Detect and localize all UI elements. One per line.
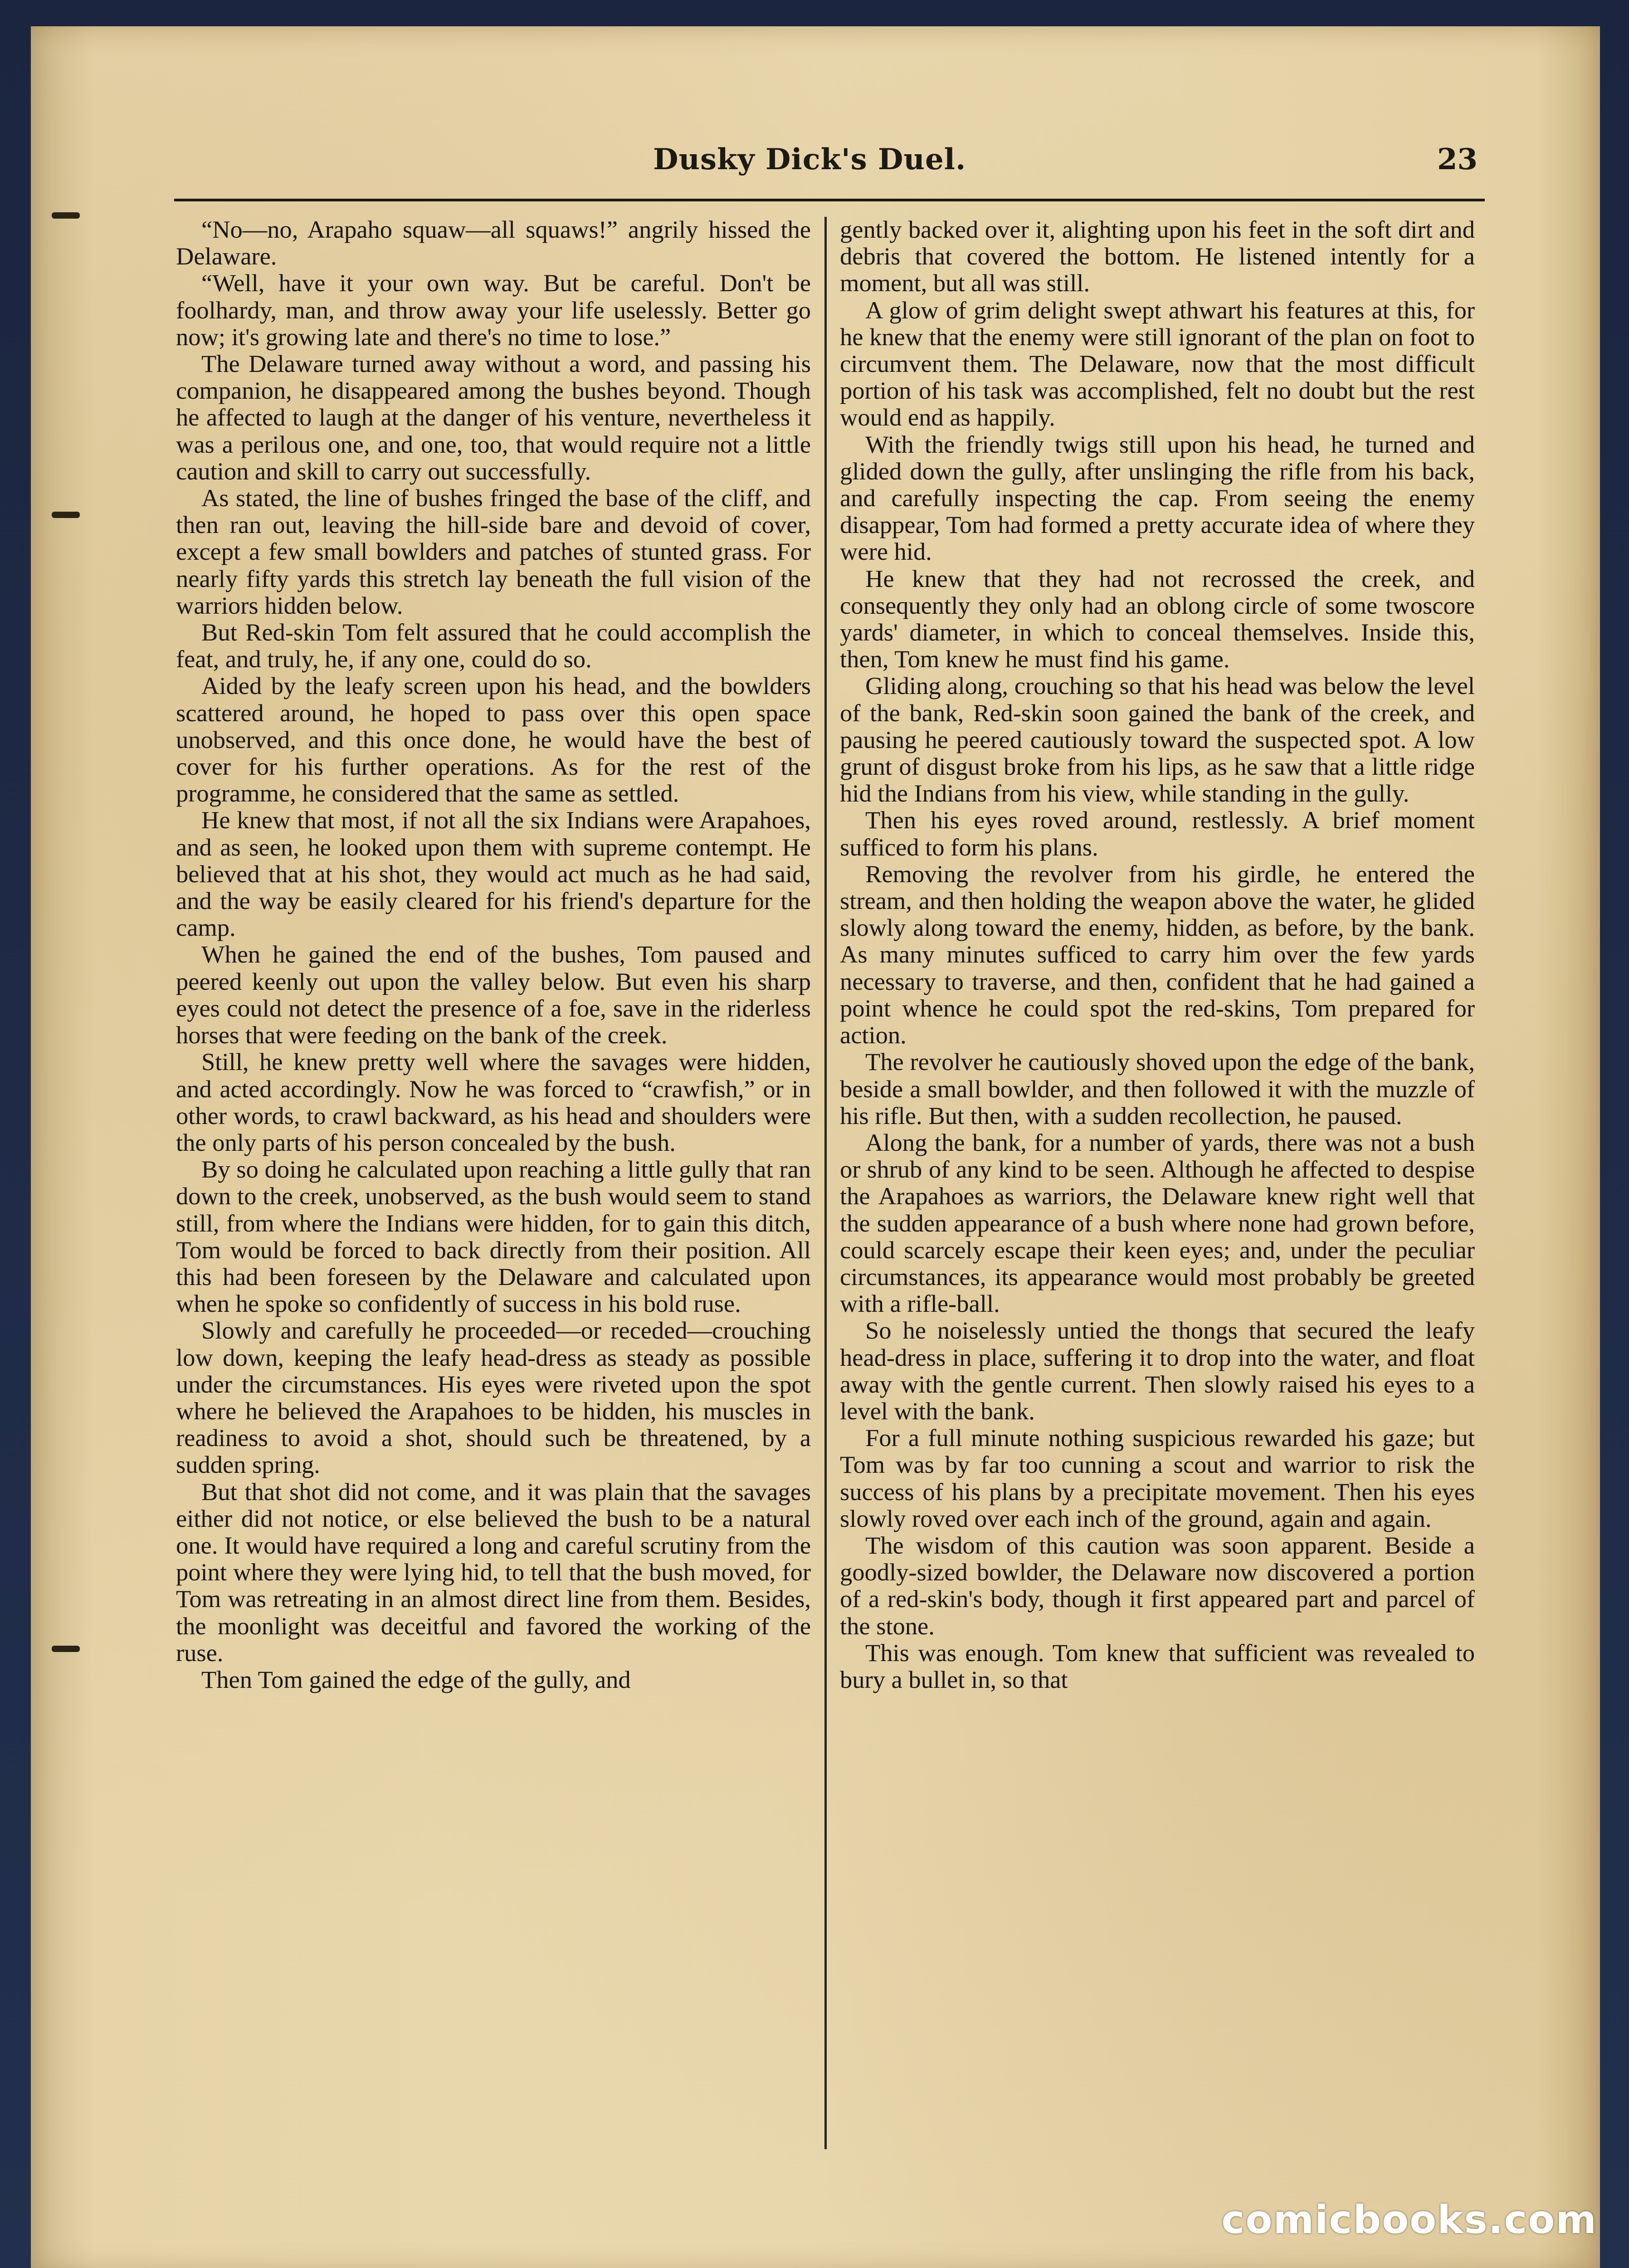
paragraph: This was enough. Tom knew that sufficient was revealed to bury a bullet in, so that [840,1638,1475,1693]
paragraph: Gliding along, crouching so that his head was below the level of the bank, Red-skin soon gained the bank of the creek, and pausing he peered cautiously toward the suspected spot. A low grunt of disgust broke from his lips, as he saw that a little ridge hid the Indians from his view, while standing in the gully. [840,672,1475,807]
paragraph: With the friendly twigs still upon his head, he turned and glided down the gully, after unslinging the rifle from his back, and carefully inspecting the cap. From seeing the enemy disappear, Tom had formed a pretty accurate idea of where they were hid. [840,430,1475,566]
paragraph: “No—no, Arapaho squaw—all squaws!” angrily hissed the Delaware. [176,215,811,270]
paragraph: He knew that most, if not all the six Indians were Arapahoes, and as seen, he looked upon them with supreme contempt. He believed that at his shot, they would act much as he had said, and the way be easily cleared for his friend's departure for the camp. [176,806,811,942]
paragraph: Then his eyes roved around, restlessly. A brief moment sufficed to form his plans. [840,806,1475,861]
binding-hole [52,1646,80,1652]
site-watermark: comicbooks.com [1221,2197,1597,2243]
paragraph: A glow of grim delight swept athwart his features at this, for he knew that the enemy were still ignorant of the plan on foot to circumvent them. The Delaware, now that the most difficult portion of his task was accomplished, felt no doubt but the rest would end as happily. [840,296,1475,431]
paragraph: But Red-skin Tom felt assured that he could accomplish the feat, and truly, he, if any one, could do so. [176,618,811,673]
paragraph: Still, he knew pretty well where the savages were hidden, and acted accordingly. Now he was forced to “crawfish,” or in other words, to crawl backward, as his head and shoulders were the only parts of his person concealed by the bush. [176,1048,811,1156]
paragraph: Removing the revolver from his girdle, he entered the stream, and then holding the weapon above the water, he glided slowly along toward the enemy, hidden, as before, by the bank. As many minutes sufficed to carry him over the few yards necessary to traverse, and then, confident that he had gained a point whence he could spot the red-skins, Tom prepared for action. [840,860,1475,1049]
paragraph: Slowly and carefully he proceeded—or receded—crouching low down, keeping the leafy head-dress as steady as possible under the circumstances. His eyes were riveted upon the spot where he believed the Arapahoes to be hidden, his muscles in readiness to avoid a shot, should such be threatened, by a sudden spring. [176,1316,811,1479]
paragraph: Aided by the leafy screen upon his head, and the bowlders scattered around, he hoped to pass over this open space unobserved, and this once done, he would have the best of cover for his further operations. As for the rest of the programme, he considered that the same as settled. [176,672,811,807]
header-rule [174,199,1485,201]
text-column-right [840,216,1475,2135]
running-header [177,123,1483,187]
column-divider [824,217,827,2149]
paragraph: Then Tom gained the edge of the gully, and [201,1665,631,1693]
paragraph: He knew that they had not recrossed the creek, and consequently they only had an oblong circle of some twoscore yards' diameter, in which to conceal themselves. Inside this, then, Tom knew he must find his game. [840,564,1475,673]
paragraph: The revolver he cautiously shoved upon the edge of the bank, beside a small bowlder, and then followed it with the muzzle of his rifle. But then, with a sudden recollection, he paused. [840,1048,1475,1129]
paragraph: “Well, have it your own way. But be careful. Don't be foolhardy, man, and throw away your life uselessly. Better go now; it's growing late and there's no time to lose.” [176,269,811,351]
paragraph: gently backed over it, alighting upon his feet in the soft dirt and debris that covered the bottom. He listened intently for a moment, but all was still. [840,215,1475,297]
paragraph: As stated, the line of bushes fringed the base of the cliff, and then ran out, leaving the hill-side bare and devoid of cover, except a few small bowlders and patches of stunted grass. For nearly fifty yards this stretch lay beneath the full vision of the warriors hidden below. [176,484,811,619]
paragraph: But that shot did not come, and it was plain that the savages either did not notice, or else believed the bush to be a natural one. It would have required a long and careful scrutiny from the point where they were lying hid, to tell that the bush moved, for Tom was retreating in an almost direct line from them. Besides, the moonlight was deceitful and favored the working of the ruse. [176,1477,811,1667]
paragraph: For a full minute nothing suspicious rewarded his gaze; but Tom was by far too cunning a scout and warrior to risk the success of his plans by a precipitate movement. Then his eyes slowly roved over each inch of the ground, again and again. [840,1424,1475,1532]
paragraph: So he noiselessly untied the thongs that secured the leafy head-dress in place, suffering it to drop into the water, and float away with the gentle current. Then slowly raised his eyes to a level with the bank. [840,1316,1475,1425]
paragraph: The Delaware turned away without a word, and passing his companion, he disappeared among the bushes beyond. Though he affected to laugh at the danger of his venture, nevertheless it was a perilous one, and one, too, that would require not a little caution and skill to carry out successfully. [176,350,811,485]
binding-hole [52,212,80,219]
running-title: Dusky Dick's Duel. [653,142,966,176]
text-column-left [176,216,811,2135]
binding-hole [52,512,80,518]
page-number: 23 [1437,142,1478,176]
paragraph: The wisdom of this caution was soon apparent. Beside a goodly-sized bowlder, the Delaware now discovered a portion of a red-skin's body, though it first appeared part and parcel of the stone. [840,1531,1475,1640]
paragraph: Along the bank, for a number of yards, there was not a bush or shrub of any kind to be seen. Although he affected to despise the Arapahoes as warriors, the Delaware knew right well that the sudden appearance of a bush where none had grown before, could scarcely escape their keen eyes; and, under the peculiar circumstances, its appearance would most probably be greeted with a rifle-ball. [840,1128,1475,1318]
paragraph: When he gained the end of the bushes, Tom paused and peered keenly out upon the valley below. But even his sharp eyes could not detect the presence of a foe, save in the riderless horses that were feeding on the bank of the creek. [176,940,811,1049]
paragraph: By so doing he calculated upon reaching a little gully that ran down to the creek, unobserved, as the bush would seem to stand still, from where the Indians were hidden, for to gain this ditch, Tom would be forced to back directly from their position. All this had been foreseen by the Delaware and calculated upon when he spoke so confidently of success in his bold ruse. [176,1155,811,1318]
